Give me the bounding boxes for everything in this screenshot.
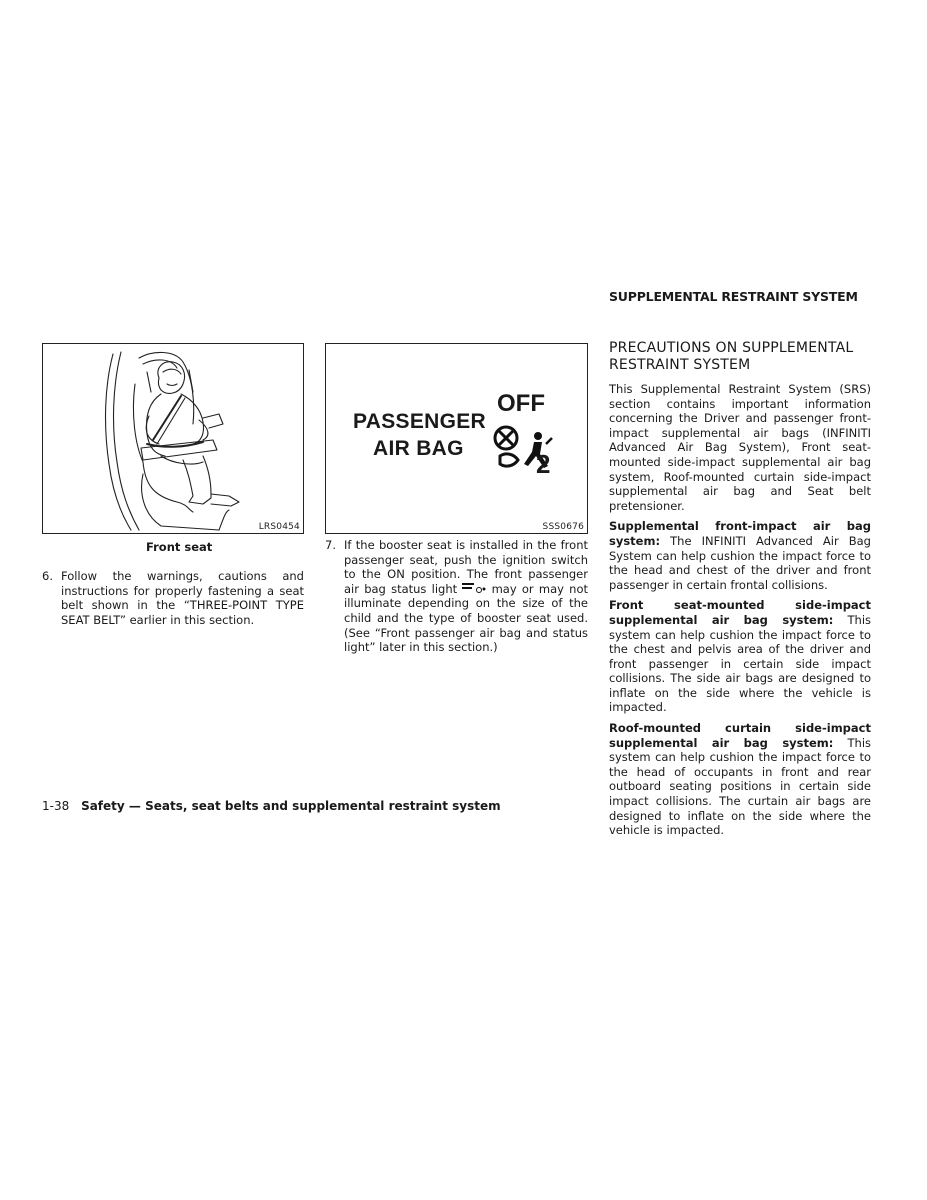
figure-front-seat bbox=[42, 343, 304, 534]
figure-caption: Front seat bbox=[146, 540, 213, 554]
intro-paragraph: This Supplemental Restraint System (SRS) section contains important information concerning the Driver and passenger front-impact supplemental air bags (INFINITI Advanced Air Bag System), Front seat-mounted side-impact supplemental air bag system, Roof-mounted curtain side-impact supplemental air bag and Seat belt pretensioner. bbox=[609, 382, 871, 513]
paragraph-heading: Front seat-mounted side-impact supplemental air bag system: bbox=[609, 598, 871, 627]
list-item bbox=[325, 538, 588, 655]
indicator-off-label: OFF bbox=[497, 390, 545, 417]
list-item-number: 7. bbox=[325, 538, 336, 552]
right-column-body bbox=[609, 382, 871, 844]
paragraph-heading: Supplemental front-impact air bag system: bbox=[609, 519, 871, 548]
paragraph-heading: Roof-mounted curtain side-impact supplemental air bag system: bbox=[609, 721, 871, 750]
airbag-status-light-icon bbox=[462, 582, 486, 593]
child-booster-seat-illustration bbox=[43, 344, 303, 533]
figure-code: SSS0676 bbox=[542, 522, 584, 532]
list-item-text: Follow the warnings, cautions and instructions for properly fastening a seat belt shown in the “THREE-POINT TYPE SEAT BELT” earlier in this section. bbox=[61, 569, 304, 627]
footer-title: Safety — Seats, seat belts and supplemental restraint system bbox=[81, 799, 501, 813]
list-item-text bbox=[344, 538, 588, 655]
airbag-off-icon bbox=[492, 422, 562, 482]
indicator-label-line2: AIR BAG bbox=[373, 437, 464, 460]
page-number: 1-38 bbox=[42, 799, 70, 813]
paragraph-curtain bbox=[609, 721, 871, 838]
subheading: PRECAUTIONS ON SUPPLEMENTAL RESTRAINT SYSTEM bbox=[609, 340, 854, 373]
list-item bbox=[42, 569, 304, 627]
page-footer bbox=[42, 799, 501, 813]
list-item-number: 6. bbox=[42, 569, 53, 583]
figure-passenger-air-bag-indicator bbox=[325, 343, 588, 534]
list-item-text-after: may or may not illuminate depending on the size of the child and the type of booster seat used. (See “Front passenger air bag and status light” later in this section.) bbox=[344, 581, 588, 655]
indicator-label-line1: PASSENGER bbox=[353, 410, 487, 433]
paragraph-text: The INFINITI Advanced Air Bag System can help cushion the impact force to the head and chest of the driver and front passenger in certain frontal collisions. bbox=[609, 533, 871, 592]
list-item-text-before: If the booster seat is installed in the front passenger seat, push the ignition switch to the ON position. The front passenger air bag status light bbox=[344, 538, 588, 596]
indicator-seat-number: 2 bbox=[536, 449, 551, 479]
paragraph-side-impact bbox=[609, 598, 871, 715]
section-heading: SUPPLEMENTAL RESTRAINT SYSTEM bbox=[609, 289, 858, 304]
paragraph-text: This system can help cushion the impact force to the chest and pelvis area of the driver and front passenger in certain side impact collisions. The side air bags are designed to inflate on the side where the vehicle is impacted. bbox=[609, 612, 871, 715]
paragraph-front-impact bbox=[609, 519, 871, 592]
paragraph-text: This system can help cushion the impact force to the head of occupants in front and rear outboard seating positions in certain side impact collisions. The curtain air bags are designed to inflate on the side where the vehicle is impacted. bbox=[609, 735, 871, 838]
figure-code: LRS0454 bbox=[258, 522, 300, 532]
